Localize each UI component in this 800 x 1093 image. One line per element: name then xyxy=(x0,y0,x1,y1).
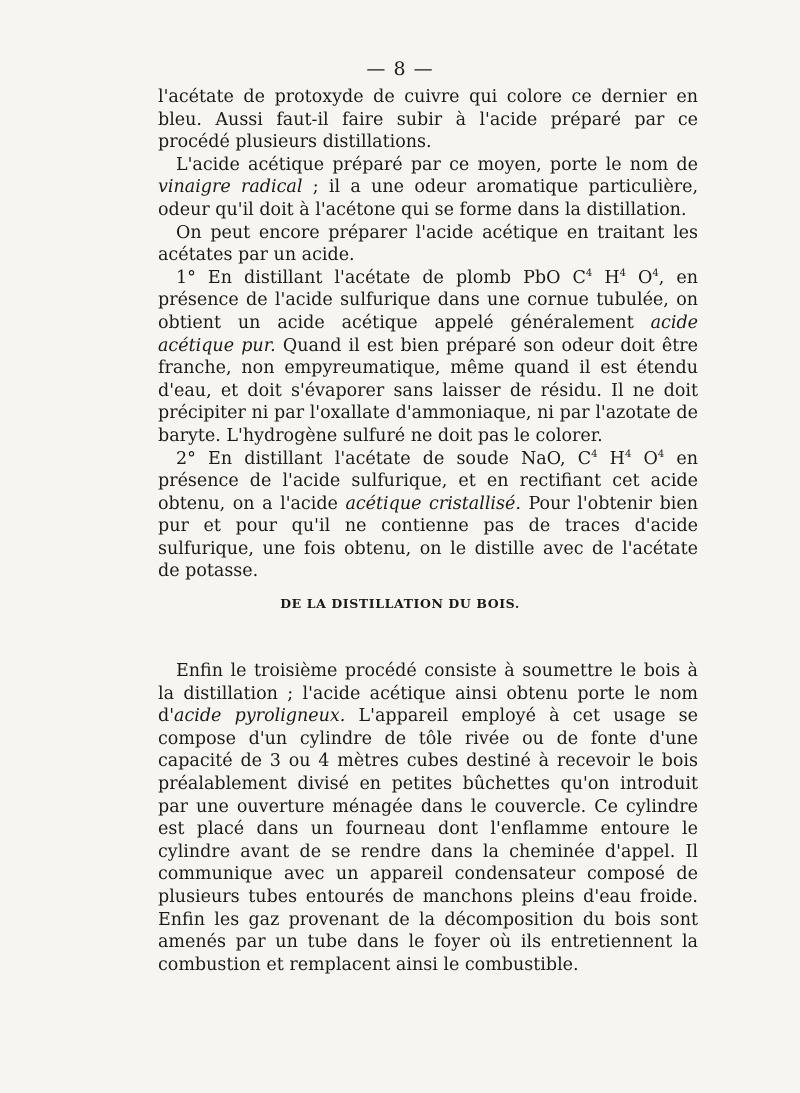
formula-index: 4 xyxy=(657,448,665,460)
formula-index: 4 xyxy=(652,267,659,279)
paragraph: l'acétate de protoxyde de cuivre qui colore ce dernier en bleu. Aussi faut-il faire subir à l'acide préparé par ce procédé plusieurs distillations. xyxy=(158,87,698,153)
italic-term: acide pyroligneux. xyxy=(174,706,346,727)
italic-term: acétique cristallisé. xyxy=(345,493,521,514)
body-text-top xyxy=(158,86,698,583)
paragraph: Enfin le troisième procédé consiste à soumettre le bois à la distillation ; l'acide acétique ainsi obtenu porte le nom d'acide pyroligneux. L'appareil employé à cet usage se compose d'un cylindre de tôle rivée ou de fonte d'une capacité de 3 ou 4 mètres cubes destiné à recevoir le bois préalablement divisé en petites bûchettes qu'on introduit par une ouverture ménagée dans le couvercle. Ce cylindre est placé dans un fourneau dont l'enflamme entoure le cylindre avant de se rendre dans la cheminée d'appel. Il communique avec un appareil condensateur composé de plusieurs tubes entourés de manchons pleins d'eau froide. Enfin les gaz provenant de la décomposition du bois sont amenés par un tube dans le foyer où ils entretiennent la combustion et remplacent ainsi le combustible. xyxy=(158,661,698,975)
italic-term: acide acétique pur. xyxy=(158,312,698,356)
paragraph: L'acide acétique préparé par ce moyen, porte le nom de vinaigre radical ; il a une odeur aromatique particulière, odeur qu'il doit à l'acétone qui se forme dans la distillation. xyxy=(158,154,699,220)
paragraph: On peut encore préparer l'acide acétique en traitant les acétates par un acide. xyxy=(158,222,698,266)
section-heading: DE LA DISTILLATION DU BOIS. xyxy=(280,596,520,611)
italic-term: vinaigre radical xyxy=(158,177,303,198)
paragraph: 1° En distillant l'acétate de plomb PbO $C^4$ $H^4$ $O^4$, en présence de l'acide sulfurique dans une cornue tubulée, on obtient un acide acétique appelé généralement acide acétique pur. Quand il est bien préparé son odeur doit être franche, non empyreumatique, même quand il est étendu d'eau, et doit s'évaporer sans laisser de résidu. Il ne doit précipiter ni par l'oxallate d'ammoniaque, ni par l'azotate de baryte. L'hydrogène sulfuré ne doit pas le colorer. xyxy=(158,267,699,446)
page-number: — 8 — xyxy=(366,58,434,80)
paragraph: 2° En distillant l'acétate de soude NaO, $C^4$ $H^4$ $O^4$ en présence de l'acide sulfurique, et en rectifiant cet acide obtenu, on a l'acide acétique cristallisé. Pour l'obtenir bien pur et pour qu'il ne contienne pas de traces d'acide sulfurique, une fois obtenu, on le distille avec de l'acétate de potasse. xyxy=(158,448,698,582)
formula-index: 4 xyxy=(591,448,598,460)
formula-index: 4 xyxy=(619,267,626,279)
formula-index: 4 xyxy=(585,267,593,279)
body-text-bottom xyxy=(158,660,698,976)
formula-index: 4 xyxy=(624,448,632,460)
